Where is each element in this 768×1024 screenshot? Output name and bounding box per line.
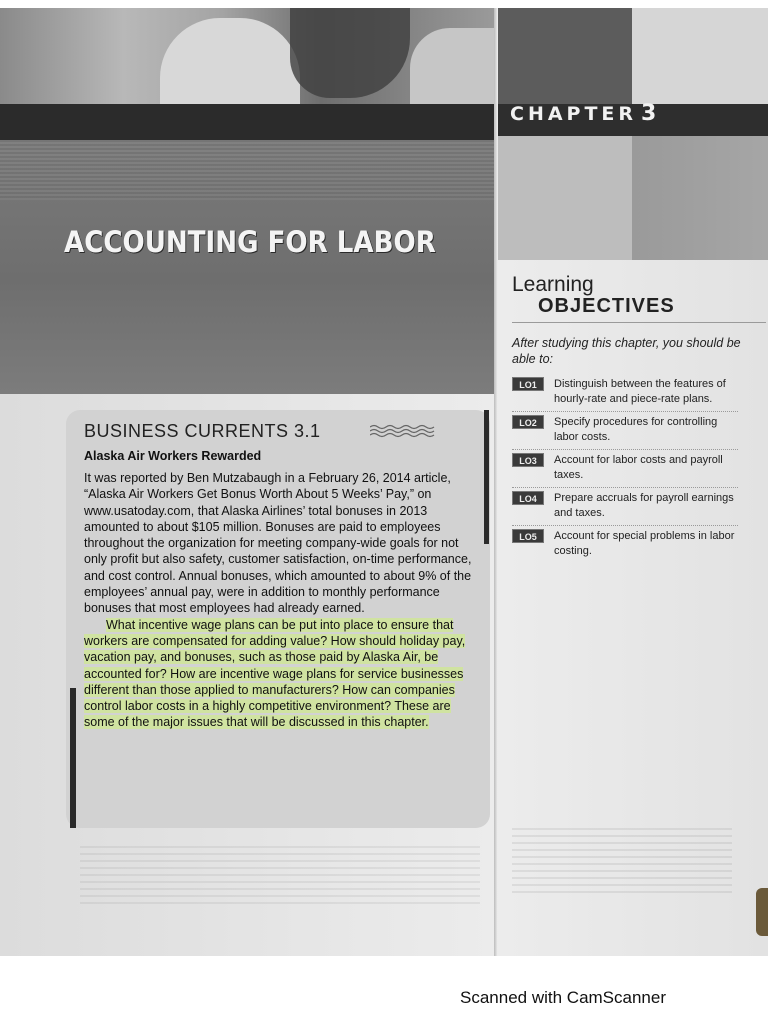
business-currents-body [84, 470, 478, 731]
chapter-number: 3 [641, 101, 657, 126]
body-paragraph: It was reported by Ben Mutzabaugh in a February 26, 2014 article, “Alaska Air Workers Get Bonus Worth About 5 Weeks’ Pay,” on www.usatoday.com, that Alaska Airlines’ total bonuses in 2013 amounted to about $105 million. Bonuses are paid to employees throughout the organization for meeting company-wide goals for not only profit but also safety, customer satisfaction, on-time performance, and cost control. Annual bonuses, which amounted to about 9% of the employees’ annual pay, were in addition to monthly performance bonuses that most employees had already earned. [84, 471, 472, 616]
decorative-block [632, 8, 768, 104]
objectives-intro: After studying this chapter, you should be able to: [512, 336, 741, 366]
decorative-block [498, 136, 768, 260]
objective-badge: LO4 [512, 491, 544, 505]
panel-texture [0, 140, 494, 200]
photo-figure-shape [410, 28, 494, 104]
objective-text: Account for labor costs and payroll taxes. [554, 454, 723, 481]
box-accent-rule [70, 688, 76, 828]
objectives-heading: OBJECTIVES [538, 295, 675, 317]
objective-badge: LO1 [512, 377, 544, 391]
objective-badge: LO3 [512, 453, 544, 467]
page-spine [494, 8, 498, 956]
chapter-title: ACCOUNTING FOR LABOR [64, 225, 436, 259]
objective-text: Account for special problems in labor costing. [554, 530, 735, 557]
objective-item [512, 411, 738, 449]
objective-badge: LO2 [512, 415, 544, 429]
wave-icon [370, 424, 440, 438]
objective-badge: LO5 [512, 529, 544, 543]
objectives-list [512, 374, 738, 563]
scanner-watermark: Scanned with CamScanner [460, 988, 667, 1007]
page-edge [756, 888, 768, 936]
body-paragraph-highlighted [84, 617, 478, 731]
highlighted-text: What incentive wage plans can be put into place to ensure that workers are compensated for adding value? How should holiday pay, vacation pay, and bonuses, such as those paid by Alaska Air, be accounted for? How are incentive wage plans for service businesses different than those applied to manufacturers? How can companies control labor costs in a highly competitive environment? These are some of the major issues that will be discussed in this chapter. [84, 617, 466, 730]
photo-figure-shape [160, 18, 300, 104]
decorative-block [498, 8, 632, 104]
learning-heading: Learning [512, 273, 594, 296]
objective-item [512, 487, 738, 525]
bleed-through-text [80, 846, 480, 906]
title-band [0, 104, 494, 140]
objective-item [512, 525, 738, 563]
business-currents-title: BUSINESS CURRENTS 3.1 [84, 421, 321, 441]
chapter-opener-photo [0, 8, 494, 104]
decorative-column [498, 136, 632, 260]
box-accent-rule [484, 410, 489, 544]
objective-text: Specify procedures for controlling labor costs. [554, 416, 718, 443]
photo-figure-shape [290, 8, 410, 98]
objective-text: Prepare accruals for payroll earnings and taxes. [554, 492, 734, 519]
title-panel [0, 140, 494, 394]
business-currents-subtitle: Alaska Air Workers Rewarded [84, 449, 262, 463]
divider [512, 322, 766, 323]
objective-item [512, 449, 738, 487]
objective-item [512, 374, 738, 411]
bleed-through-text [512, 828, 732, 898]
chapter-label: CHAPTER 3 [510, 101, 657, 126]
objective-text: Distinguish between the features of hourly-rate and piece-rate plans. [554, 378, 726, 405]
